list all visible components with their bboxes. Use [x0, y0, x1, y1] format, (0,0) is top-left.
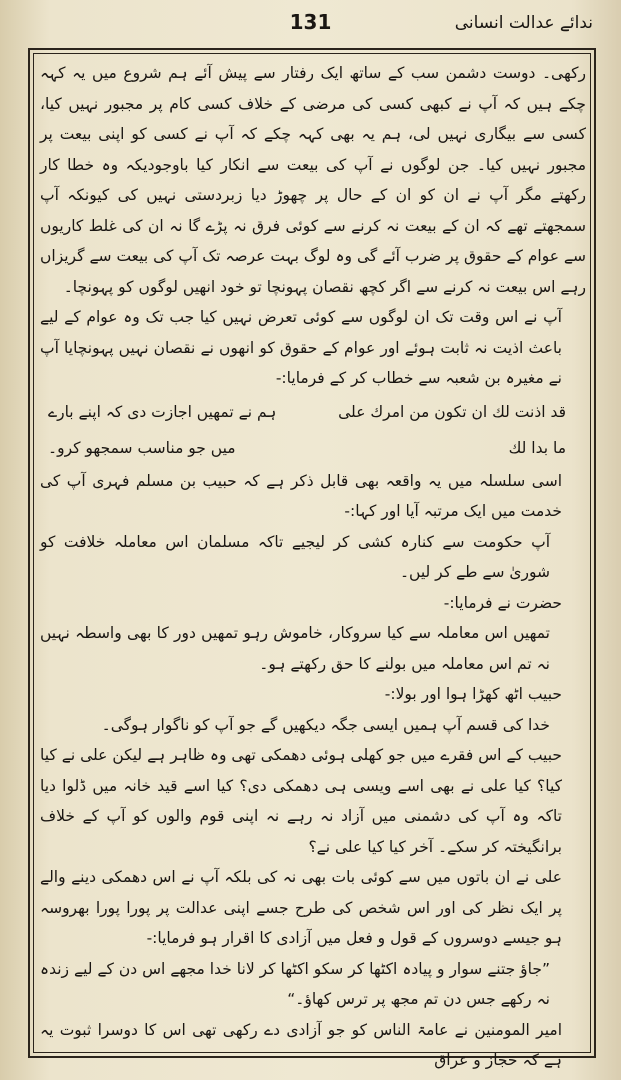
- paragraph-hazrat-said: حضرت نے فرمایا:-: [443, 593, 562, 612]
- paragraph-threat-analysis: حبیب کے اس فقرے میں جو کھلی ہوئی دھمکی تھی وہ ظاہر ہے لیکن علی نے کیا کیا؟ کیا علی نے بھی اسے ویسی ہی دھمکی دی؟ کیا اسے قید خانہ میں ڈلوا دیا تاکہ وہ آپ کی دشمنی میں آزاد نہ رہے نہ اپنی قوم والوں کو آپ کے خلاف برانگیختہ کر سکے۔ آخر کیا کیا علی نے؟: [40, 746, 562, 856]
- paragraph-ali-quote: ”جاؤ جتنے سوار و پیادہ اکٹھا کر سکو اکٹھا کر لانا خدا مجھے اس دن کے لیے زندہ نہ رکھے جس دن تم مجھ پر ترس کھاؤ۔“: [40, 959, 550, 1008]
- page-header: [18, 6, 603, 42]
- quote-arabic-1: قد اذنت لك ان تكون من امرك على: [338, 402, 566, 421]
- quote-line-1: [40, 394, 586, 430]
- page-number: 131: [289, 10, 332, 34]
- quote-line-2: [40, 430, 586, 466]
- paragraph-habib-request: آپ حکومت سے کنارہ کشی کر لیجیے تاکہ مسلمان اس معاملہ خلافت کو شوریٰ سے طے کر لیں۔: [40, 532, 550, 581]
- running-title: ندائے عدالت انسانی: [454, 13, 593, 33]
- paragraph-bayat: رکھی۔ دوست دشمن سب کے ساتھ ایک رفتار سے پیش آئے ہم شروع میں یہ کہہ چکے ہیں کہ آپ نے کبھی کسی کی مرضی کے خلاف کسی کام پر مجبور نہیں کیا، کسی سے بیگاری نہیں لی، ہم یہ بھی کہہ چکے کہ آپ نے کسی کو اپنی بیعت پر مجبور نہیں کیا۔ جن لوگوں نے آپ کی بیعت سے انکار کیا باوجودیکہ وہ خطا کار رکھتے مگر آپ نے ان کو ان کے حال پر چھوڑ دیا زبردستی نہیں کی کیونکہ آپ سمجھتے تھے کہ ان کے بیعت نہ کرنے سے کوئی فرق نہ پڑے گا نہ ان کی غلط کاریوں سے عوام کے حقوق پر ضرب آئے گی وہ لوگ بہت عرصہ تک آپ کی بیعت سے گریزاں رہے اس بیعت نہ کرنے سے اگر کچھ نقصان پہونچا تو خود انھیں لوگوں کو پہونچا۔: [40, 64, 586, 296]
- paragraph-mughira: آپ نے اس وقت تک ان لوگوں سے کوئی تعرض نہیں کیا جب تک وہ عوام کے لیے باعث اذیت نہ ثابت ہوئے اور عوام کے حقوق کو انھوں نے نقصان نہیں پہونچایا آپ نے مغیرہ بن شعبہ سے خطاب کر کے فرمایا:-: [40, 308, 562, 387]
- paragraph-habib-stood: حبیب اٹھ کھڑا ہوا اور بولا:-: [384, 685, 562, 703]
- quote-arabic-2: ما بدا لك: [508, 438, 566, 457]
- quote-urdu-2: میں جو مناسب سمجھو کرو۔: [48, 438, 236, 457]
- quote-urdu-1: ہم نے تمھیں اجازت دی کہ اپنے بارے: [48, 402, 277, 421]
- paragraph-hazrat-reply: تمھیں اس معاملہ سے کیا سروکار، خاموش رہو تمھیں دور کا بھی واسطہ نہیں نہ تم اس معاملہ میں بولنے کا حق رکھتے ہو۔: [40, 624, 550, 673]
- page-body-text: [40, 58, 586, 1069]
- paragraph-freedom-proof: امیر المومنین نے عامۃ الناس کو جو آزادی دے رکھی تھی اس کا دوسرا ثبوت یہ ہے کہ حجاز و عراق: [40, 1020, 562, 1069]
- paragraph-habib-threat: خدا کی قسم آپ ہمیں ایسی جگہ دیکھیں گے جو آپ کو ناگوار ہوگی۔: [101, 715, 550, 734]
- paragraph-habib-intro: اسی سلسلہ میں یہ واقعہ بھی قابل ذکر ہے کہ حبیب بن مسلم فہری آپ کی خدمت میں ایک مرتبہ آیا اور کہا:-: [40, 471, 562, 520]
- paragraph-ali-response: علی نے ان باتوں میں سے کوئی بات بھی نہ کی بلکہ آپ نے اس دھمکی دینے والے پر ایک نظر کی اور اس شخص کی طرح جسے اپنی عدالت پر پورا پورا بھروسہ ہو جیسے دوسروں کے قول و فعل میں آزادی کا اقرار ہو فرمایا:-: [40, 868, 562, 947]
